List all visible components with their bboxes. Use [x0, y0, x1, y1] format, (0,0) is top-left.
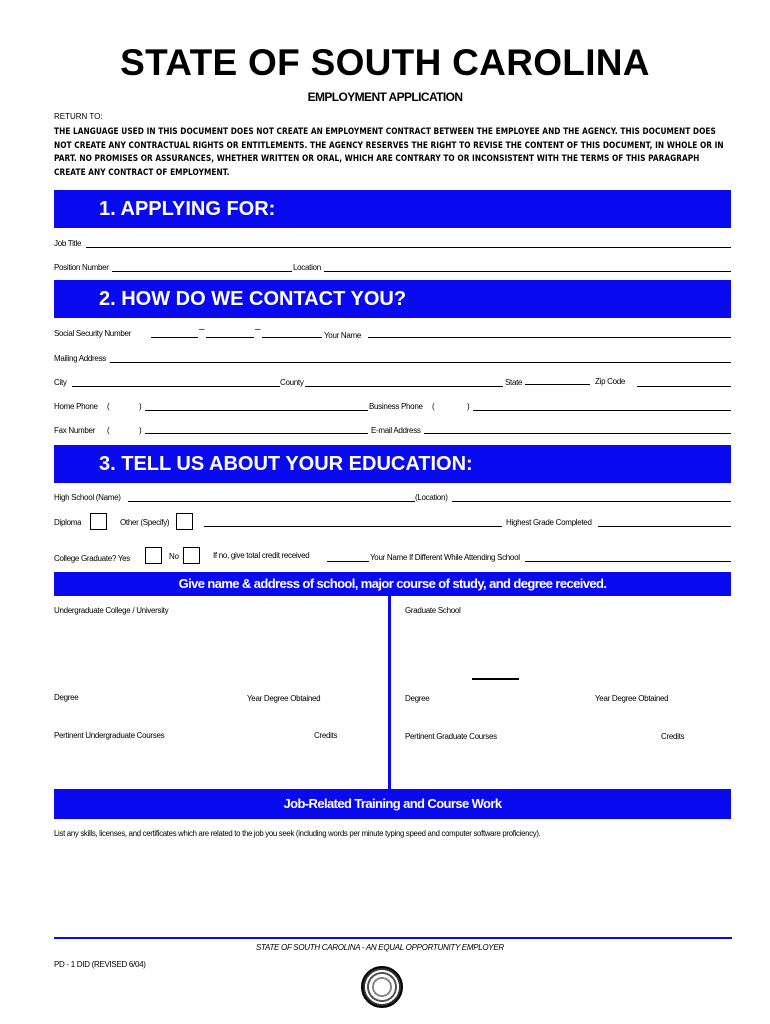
- state-seal-icon: [361, 966, 403, 1008]
- college-grad-no-checkbox[interactable]: [183, 547, 200, 564]
- other-checkbox[interactable]: [176, 513, 193, 530]
- business-phone-paren-close: ): [467, 402, 470, 411]
- job-title-field[interactable]: [86, 247, 731, 248]
- high-school-field[interactable]: [128, 501, 415, 502]
- education-instructions-bar: Give name & address of school, major course of study, and degree received.: [54, 572, 731, 596]
- undergrad-label: Undergraduate College / University: [54, 606, 169, 615]
- ssn-dash-2: –: [255, 324, 261, 335]
- home-phone-paren-close: ): [139, 402, 142, 411]
- state-field[interactable]: [525, 384, 590, 385]
- college-grad-yes-checkbox[interactable]: [145, 547, 162, 564]
- equal-opportunity-text: STATE OF SOUTH CAROLINA - AN EQUAL OPPORTUNITY EMPLOYER: [256, 943, 504, 952]
- state-label: State: [505, 378, 523, 387]
- email-field[interactable]: [424, 433, 731, 434]
- name-different-field[interactable]: [525, 561, 731, 562]
- ssn-label: Social Security Number: [54, 329, 131, 338]
- total-credit-field[interactable]: [327, 561, 369, 562]
- section-2-header: 2. HOW DO WE CONTACT YOU?: [54, 280, 731, 318]
- education-column-divider: [388, 596, 391, 790]
- section-3-header: 3. TELL US ABOUT YOUR EDUCATION:: [54, 445, 731, 483]
- business-phone-paren-open: (: [432, 402, 435, 411]
- fax-number-label: Fax Number: [54, 426, 96, 435]
- diploma-label: Diploma: [54, 518, 82, 527]
- undergrad-year-label: Year Degree Obtained: [247, 694, 321, 703]
- return-to-label: RETURN TO:: [54, 112, 103, 121]
- email-label: E-mail Address: [371, 426, 421, 435]
- grad-year-label: Year Degree Obtained: [595, 694, 669, 703]
- disclaimer-text: THE LANGUAGE USED IN THIS DOCUMENT DOES NOT CREATE AN EMPLOYMENT CONTRACT BETWEEN THE EMPLOYEE AND THE AGENCY. THIS DOCUMENT DOES NOT CREATE ANY CONTRACTUAL RIGHTS OR ENTITLEMENTS. THE AGENCY RESERVES THE RIGHT TO REVISE THE CONTENT OF THIS DOCUMENT, IN WHOLE OR IN PART. NO PROMISES OR ASSURANCES, WHETHER WRITTEN OR ORAL, WHICH ARE CONTRARY TO OR INCONSISTENT WITH THE TERMS OF THIS PARAGRAPH CREATE ANY CONTRACT OF EMPLOYMENT.: [54, 127, 724, 178]
- business-phone-label: Business Phone: [369, 402, 423, 411]
- footer-divider: [54, 937, 732, 939]
- zip-code-label: Zip Code: [595, 377, 626, 386]
- zip-code-field[interactable]: [637, 386, 731, 387]
- location-label: Location: [293, 263, 321, 272]
- total-credit-label: If no, give total credit received: [213, 551, 310, 560]
- your-name-label: Your Name: [324, 331, 362, 340]
- other-specify-field[interactable]: [204, 526, 502, 527]
- job-title-label: Job Title: [54, 239, 82, 248]
- home-phone-paren-open: (: [107, 402, 110, 411]
- grad-degree-label: Degree: [405, 694, 430, 703]
- ssn-field-3[interactable]: [262, 337, 322, 338]
- grad-school-label: Graduate School: [405, 606, 461, 615]
- diploma-checkbox[interactable]: [90, 513, 107, 530]
- city-field[interactable]: [72, 386, 280, 387]
- county-field[interactable]: [305, 386, 503, 387]
- fax-number-field[interactable]: [145, 433, 368, 434]
- position-number-field[interactable]: [112, 271, 292, 272]
- your-name-field[interactable]: [368, 337, 731, 338]
- city-label: City: [54, 378, 67, 387]
- mailing-address-label: Mailing Address: [54, 354, 106, 363]
- high-school-location-label: (Location): [415, 493, 448, 502]
- training-header: Job-Related Training and Course Work: [54, 789, 731, 819]
- form-id: PD - 1 DID (REVISED 6/04): [54, 960, 146, 969]
- business-phone-field[interactable]: [473, 410, 731, 411]
- high-school-label: High School (Name): [54, 493, 121, 502]
- county-label: County: [280, 378, 304, 387]
- ssn-field-2[interactable]: [206, 337, 254, 338]
- page-title: STATE OF SOUTH CAROLINA: [120, 42, 650, 83]
- fax-paren-open: (: [107, 426, 110, 435]
- position-number-label: Position Number: [54, 263, 109, 272]
- mailing-address-field[interactable]: [110, 362, 731, 363]
- undergrad-degree-label: Degree: [54, 693, 79, 702]
- undergrad-credits-label: Credits: [314, 731, 338, 740]
- page-subtitle: EMPLOYMENT APPLICATION: [307, 90, 463, 104]
- location-field[interactable]: [324, 271, 731, 272]
- other-specify-label: Other (Specify): [120, 518, 170, 527]
- high-school-location-field[interactable]: [452, 501, 731, 502]
- grad-credits-label: Credits: [661, 732, 685, 741]
- grad-school-divider: [472, 678, 519, 680]
- pertinent-grad-label: Pertinent Graduate Courses: [405, 732, 497, 741]
- home-phone-field[interactable]: [145, 410, 368, 411]
- home-phone-label: Home Phone: [54, 402, 98, 411]
- section-1-header: 1. APPLYING FOR:: [54, 190, 731, 228]
- college-grad-yes-label: College Graduate? Yes: [54, 554, 130, 563]
- fax-paren-close: ): [139, 426, 142, 435]
- ssn-dash-1: –: [199, 324, 205, 335]
- college-grad-no-label: No: [169, 552, 179, 561]
- ssn-field-1[interactable]: [151, 337, 198, 338]
- highest-grade-field[interactable]: [598, 526, 731, 527]
- pertinent-undergrad-label: Pertinent Undergraduate Courses: [54, 731, 165, 740]
- highest-grade-label: Highest Grade Completed: [506, 518, 592, 527]
- name-different-label: Your Name If Different While Attending School: [370, 553, 520, 562]
- training-instructions: List any skills, licenses, and certificates which are related to the job you seek (including words per minute typing speed and computer software proficiency).: [54, 829, 541, 838]
